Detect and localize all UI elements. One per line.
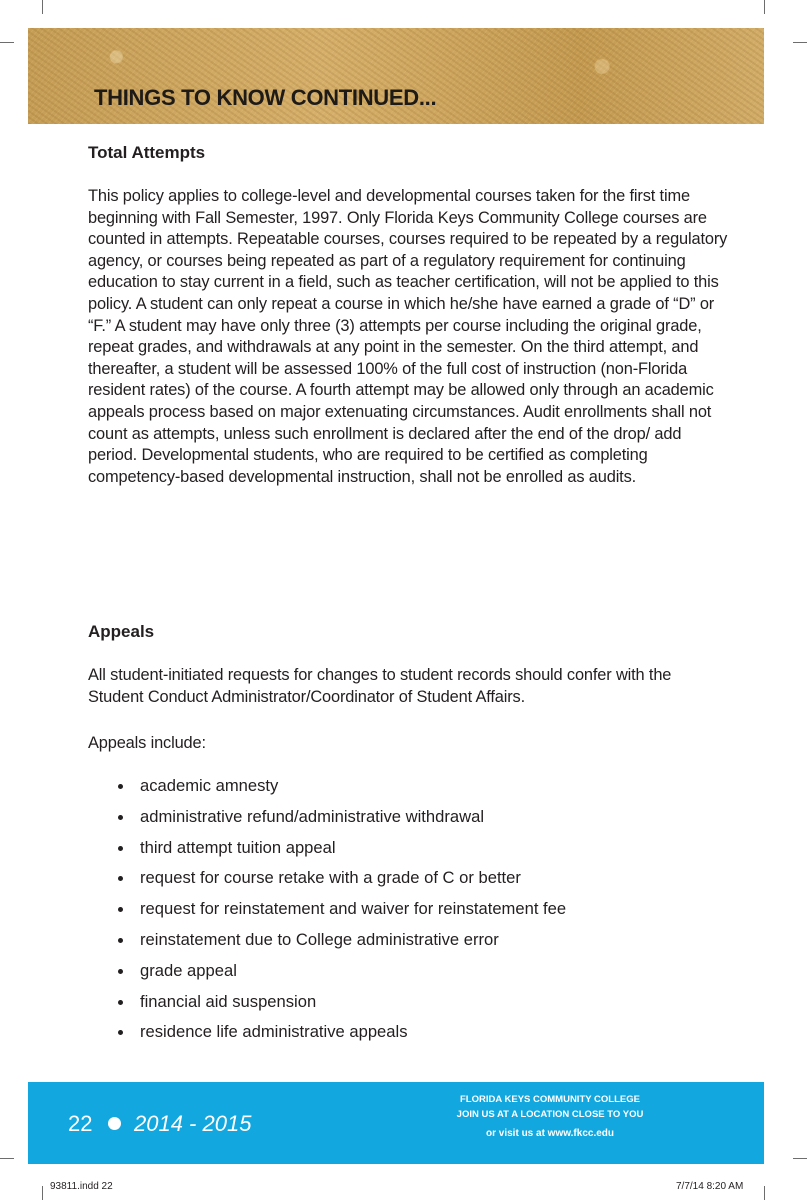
appeals-intro-wrap [88, 665, 728, 708]
total-attempts-body: This policy applies to college-level and developmental courses taken for the first time beginning with Fall Semester, 1997. Only Florida Keys Community College courses are counted in attempts. Repeatable courses, courses required to be repeated by a regulatory agency, or courses being repeated as part of a regulatory requirement for continuing education to stay current in a field, such as teacher certification, will not be applied to this policy. A student can only repeat a course in which he/she have earned a grade of “D” or “F.” A student may have only three (3) attempts per course including the original grade, repeat grades, and withdrawals at any point in the semester. On the third attempt, and thereafter, a student will be assessed 100% of the full cost of instruction (non-Florida resident rates) of the course. A fourth attempt may be allowed only through an academic appeals process based on major extenuating circumstances. Audit enrollments shall not count as attempts, unless such enrollment is declared after the end of the drop/ add period. Developmental students, who are required to be certified as completing competency-based developmental instruction, shall not be enrolled as audits. [88, 187, 728, 486]
appeals-label-wrap [88, 733, 728, 755]
bullet-icon [118, 969, 123, 974]
list-item [118, 992, 566, 1023]
list-item-text: third attempt tuition appeal [140, 837, 336, 857]
list-item [118, 930, 566, 961]
crop-mark [42, 1186, 43, 1200]
college-info [430, 1092, 670, 1141]
total-attempts-body-wrap [88, 186, 728, 488]
list-item [118, 961, 566, 992]
list-item [118, 776, 566, 807]
timestamp-slug: 7/7/14 8:20 AM [676, 1181, 744, 1192]
crop-mark [793, 1158, 807, 1159]
appeals-heading: Appeals [88, 622, 155, 641]
page-number: 22 [68, 1111, 93, 1136]
list-item-text: reinstatement due to College administrative error [140, 929, 499, 949]
bullet-icon [118, 1000, 123, 1005]
list-item [118, 899, 566, 930]
bullet-icon [118, 876, 123, 881]
list-item-text: financial aid suspension [140, 991, 317, 1011]
crop-mark [42, 0, 43, 14]
college-tagline: JOIN US AT A LOCATION CLOSE TO YOU [456, 1109, 644, 1120]
list-item [118, 807, 566, 838]
appeals-list [118, 776, 566, 1053]
list-item-text: request for course retake with a grade of C or better [140, 868, 521, 888]
list-item-text: residence life administrative appeals [140, 1022, 408, 1042]
bullet-icon [118, 1030, 123, 1035]
college-website-link[interactable]: or visit us at www.fkcc.edu [486, 1128, 614, 1139]
list-item [118, 1022, 566, 1053]
year-range: 2014 - 2015 [134, 1111, 252, 1136]
list-item-text: administrative refund/administrative withdrawal [140, 806, 485, 826]
separator-dot-icon [108, 1117, 121, 1130]
crop-mark [764, 0, 765, 14]
bullet-icon [118, 938, 123, 943]
bullet-icon [118, 846, 123, 851]
crop-mark [0, 42, 14, 43]
list-item-text: academic amnesty [140, 776, 279, 795]
list-item [118, 868, 566, 899]
page-title: THINGS TO KNOW CONTINUED... [94, 85, 437, 110]
list-item-text: request for reinstatement and waiver for reinstatement fee [140, 899, 567, 919]
list-item-text: grade appeal [140, 960, 237, 980]
crop-mark [764, 1186, 765, 1200]
file-slug: 93811.indd 22 [50, 1181, 113, 1192]
appeals-intro: All student-initiated requests for changes to student records should confer with the Student Conduct Administrator/Coordinator of Student Affairs. [88, 666, 672, 706]
list-item [118, 838, 566, 869]
crop-mark [0, 1158, 14, 1159]
appeals-list-label: Appeals include: [88, 734, 206, 752]
crop-mark [793, 42, 807, 43]
bullet-icon [118, 815, 123, 820]
total-attempts-heading: Total Attempts [88, 143, 206, 162]
bullet-icon [118, 907, 123, 912]
college-name: FLORIDA KEYS COMMUNITY COLLEGE [460, 1094, 640, 1105]
bullet-icon [118, 784, 123, 789]
total-attempts-section [88, 143, 728, 163]
appeals-section [88, 622, 728, 642]
